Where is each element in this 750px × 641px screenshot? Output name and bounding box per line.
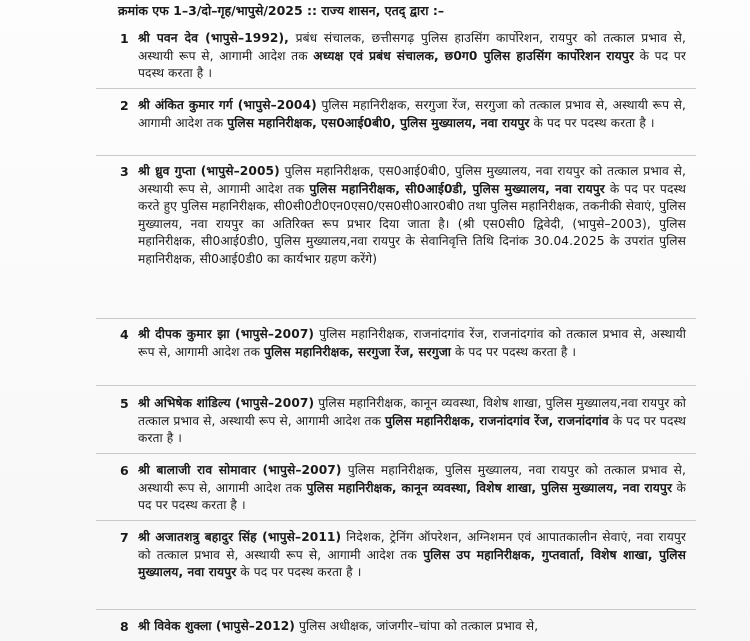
item-body: पुलिस महानिरीक्षक, कानून व्यवस्था, विशेष शाखा, पुलिस मुख्यालय,नवा रायपुर को तत्काल प्रभाव से, अस्थायी रूप से, आगामी आदेश तक bbox=[138, 396, 686, 428]
order-item bbox=[138, 326, 686, 361]
item-number: 6 bbox=[120, 463, 129, 478]
officer-name: श्री पवन देव (भापुसे–1992), bbox=[138, 31, 289, 45]
item-tail: के पद पर पदस्थ करता है । bbox=[138, 413, 686, 446]
item-body: निदेशक, ट्रेनिंग ऑपरेशन, अग्निशमन एवं आपातकालीन सेवाएं, नवा रायपुर को तत्काल प्रभाव से, अस्थायी रूप से, आगामी आदेश तक bbox=[138, 530, 686, 562]
new-post: पुलिस महानिरीक्षक, सी0आई0डी, पुलिस मुख्यालय, नवा रायपुर bbox=[309, 181, 605, 196]
item-body: पुलिस महानिरीक्षक, पुलिस मुख्यालय, नवा रायपुर को तत्काल प्रभाव से, अस्थायी रूप से, आगामी आदेश तक bbox=[138, 463, 686, 495]
item-number: 4 bbox=[120, 327, 129, 342]
divider bbox=[96, 88, 696, 89]
item-tail: के पद पर पदस्थ करता है । bbox=[451, 344, 577, 359]
item-tail: के पद पर पदस्थ करता है । bbox=[529, 115, 655, 130]
divider bbox=[96, 155, 696, 156]
item-number: 7 bbox=[120, 530, 129, 545]
officer-name: श्री बालाजी राव सोमावार (भापुसे–2007) bbox=[138, 463, 342, 477]
new-post: पुलिस उप महानिरीक्षक, गुप्तवार्ता, विशेष शाखा, पुलिस मुख्यालय, नवा रायपुर bbox=[138, 547, 687, 580]
order-item bbox=[138, 462, 686, 515]
item-tail: के पद पर पदस्थ करता है । bbox=[138, 480, 686, 513]
item-number: 5 bbox=[120, 396, 129, 411]
item-tail: के पद पर पदस्थ करता है । bbox=[236, 565, 362, 580]
officer-name: श्री अजातशत्रु बहादुर सिंह (भापुसे–2011) bbox=[138, 530, 342, 544]
item-body: पुलिस महानिरीक्षक, सरगुजा रेंज, सरगुजा को तत्काल प्रभाव से, अस्थायी रूप से, आगामी आदेश तक bbox=[138, 98, 686, 130]
item-body: पुलिस महानिरीक्षक, एस0आई0बी0, पुलिस मुख्यालय, नवा रायपुर को तत्काल प्रभाव से, अस्थायी रूप से, आगामी आदेश तक bbox=[138, 164, 686, 196]
item-tail: के पद पर पदस्थ करता है । bbox=[138, 48, 686, 81]
officer-name: श्री विवेक शुक्ला (भापुसे–2012) bbox=[138, 619, 295, 633]
order-item bbox=[138, 618, 686, 636]
order-header: क्रमांक एफ 1–3/दो–गृह/भापुसे/2025 :: राज्य शासन, एतद्‌ द्वारा :– bbox=[118, 3, 445, 18]
new-post: अध्यक्ष एवं प्रबंध संचालक, छ0ग0 पुलिस हाउसिंग कार्पोरेशन रायपुर bbox=[313, 48, 634, 63]
order-item bbox=[138, 163, 686, 269]
item-number: 8 bbox=[120, 619, 129, 634]
item-tail: के पद पर पदस्थ करते हुए पुलिस महानिरीक्षक, सी0सी0टी0एन0एस0/एस0सी0आर0बी0 तथा पुलिस महानिरीक्षक, तकनीकी सेवाएं, पुलिस मुख्यालय, नवा रायपुर का अतिरिक्त रूप प्रभार दिया जाता है। (श्री एस0सी0 द्विवेदी, (भापुसे–2003), पुलिस महानिरीक्षक, सी0आई0डी0, पुलिस मुख्यालय,नवा रायपुर के सेवानिवृत्ति तिथि दिनांक 30.04.2025 के उपरांत पुलिस महानिरीक्षक, सी0आई0डी0 का कार्यभार ग्रहण करेंगे) bbox=[138, 181, 686, 266]
item-number: 2 bbox=[120, 98, 129, 113]
officer-name: श्री अभिषेक शांडिल्य (भापुसे–2007) bbox=[138, 396, 315, 410]
order-item bbox=[138, 97, 686, 132]
new-post: पुलिस महानिरीक्षक, राजनांदगांव रेंज, राजनांदगांव bbox=[385, 413, 609, 428]
order-item bbox=[138, 529, 686, 582]
divider bbox=[96, 520, 696, 521]
divider bbox=[96, 318, 696, 319]
new-post: पुलिस महानिरीक्षक, एस0आई0बी0, पुलिस मुख्यालय, नवा रायपुर bbox=[227, 115, 530, 130]
order-item bbox=[138, 30, 686, 83]
officer-name: श्री अंकित कुमार गर्ग (भापुसे–2004) bbox=[138, 98, 317, 112]
divider bbox=[96, 453, 696, 454]
divider bbox=[96, 609, 696, 610]
item-body: पुलिस महानिरीक्षक, राजनांदगांव रेंज, राजनांदगांव को तत्काल प्रभाव से, अस्थायी रूप से, आगामी आदेश तक bbox=[138, 327, 687, 359]
officer-name: श्री ध्रुव गुप्ता (भापुसे–2005) bbox=[138, 164, 280, 178]
new-post: पुलिस महानिरीक्षक, सरगुजा रेंज, सरगुजा bbox=[264, 344, 452, 359]
order-item bbox=[138, 395, 686, 448]
item-number: 3 bbox=[120, 164, 129, 179]
divider bbox=[96, 385, 696, 386]
item-body: पुलिस अधीक्षक, जांजगीर–चांपा को तत्काल प्रभाव से, bbox=[294, 619, 539, 633]
officer-name: श्री दीपक कुमार झा (भापुसे–2007) bbox=[138, 327, 315, 341]
item-number: 1 bbox=[120, 31, 129, 46]
new-post: पुलिस महानिरीक्षक, कानून व्यवस्था, विशेष शाखा, पुलिस मुख्यालय, नवा रायपुर bbox=[306, 480, 673, 495]
item-body: प्रबंध संचालक, छत्तीसगढ़ पुलिस हाउसिंग कार्पोरेशन, रायपुर को तत्काल प्रभाव से, अस्थायी रूप से, आगामी आदेश तक bbox=[138, 31, 686, 63]
